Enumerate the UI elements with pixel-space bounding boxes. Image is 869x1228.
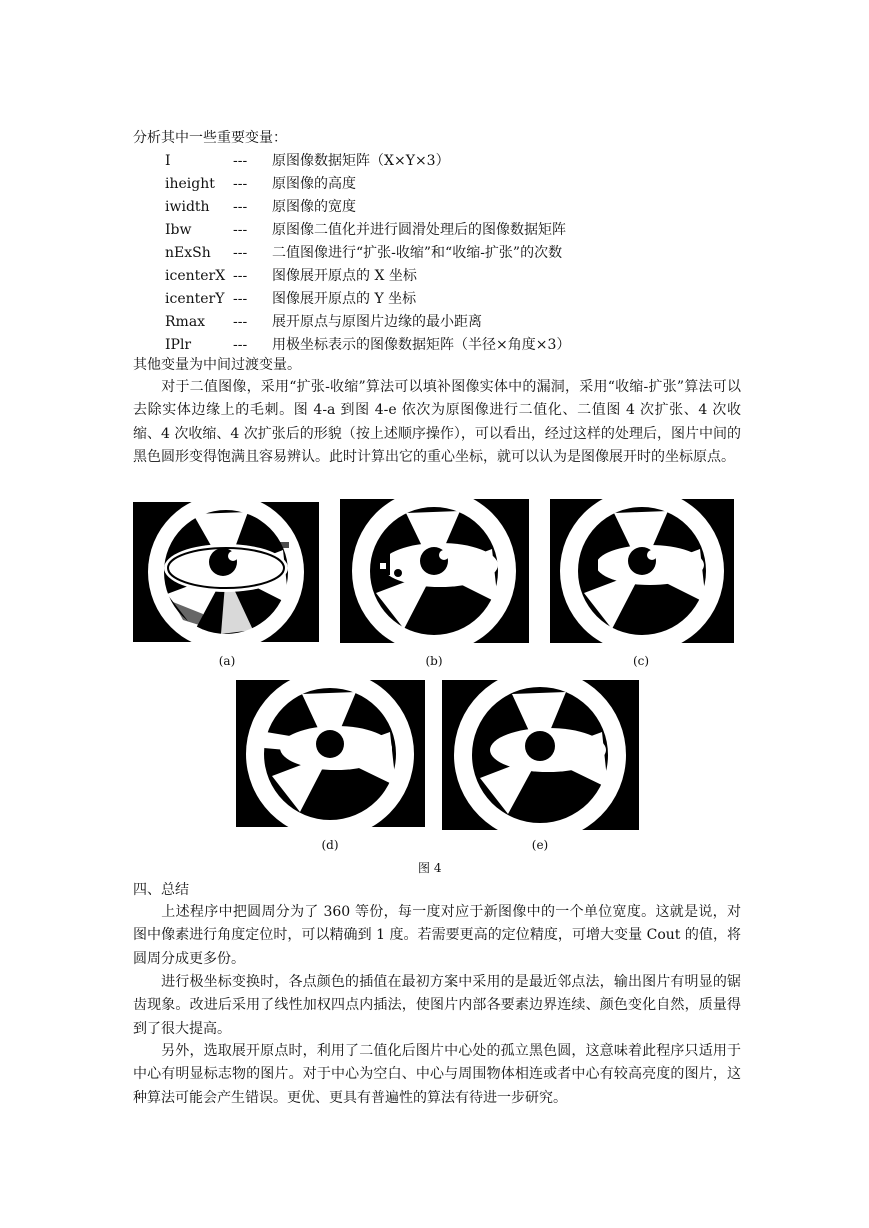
variable-desc: 用极坐标表示的图像数据矩阵（半径×角度×3） (272, 337, 571, 353)
variable-dash: --- (233, 176, 248, 192)
variable-dash: --- (233, 291, 248, 307)
variable-name: I (165, 153, 171, 169)
variable-desc: 原图像二值化并进行圆滑处理后的图像数据矩阵 (272, 222, 566, 238)
caption-d: (d) (321, 838, 339, 852)
variable-dash: --- (233, 245, 248, 261)
paragraph-morphology (133, 376, 741, 469)
figure-4a-image (133, 502, 319, 642)
variable-name: Ibw (165, 222, 192, 238)
variable-desc: 原图像的宽度 (272, 199, 356, 215)
variable-dash: --- (233, 314, 248, 330)
variable-dash: --- (233, 222, 248, 238)
variable-dash: --- (233, 337, 248, 353)
paragraph-summary-2-text: 进行极坐标变换时，各点颜色的插值在最初方案中采用的是最近邻点法，输出图片有明显的锯齿现象。改进后采用了线性加权四点内插法，使图片内部各要素边界连续、颜色变化自然，质量得到了很大提高。 (133, 974, 741, 1037)
variable-desc: 图像展开原点的 X 坐标 (272, 268, 417, 284)
paragraph-summary-3-text: 另外，选取展开原点时，利用了二值化后图片中心处的孤立黑色圆，这意味着此程序只适用于中心有明显标志物的图片。对于中心为空白、中心与周围物体相连或者中心有较高亮度的图片，这种算法可能会产生错误。更优、更具有普遍性的算法有待进一步研究。 (133, 1043, 741, 1106)
paragraph-summary-3 (133, 1040, 741, 1110)
figure-title: 图 4 (418, 861, 442, 875)
paragraph-summary-1 (133, 901, 741, 971)
variable-name: nExSh (165, 245, 211, 261)
intro-text: 分析其中一些重要变量： (133, 130, 287, 146)
variable-desc: 二值图像进行“扩张-收缩”和“收缩-扩张”的次数 (272, 245, 563, 261)
caption-e: (e) (531, 838, 549, 852)
variable-desc: 展开原点与原图片边缘的最小距离 (272, 314, 482, 330)
variable-desc: 图像展开原点的 Y 坐标 (272, 291, 417, 307)
variable-name: Rmax (165, 314, 206, 330)
paragraph-summary-1-text: 上述程序中把圆周分为了 360 等份，每一度对应于新图像中的一个单位宽度。这就是说，对图中像素进行角度定位时，可以精确到 1 度。若需要更高的定位精度，可增大变量 Cout 的值，将圆周分成更多份。 (133, 904, 741, 967)
variable-name: iwidth (165, 199, 210, 215)
figure-4e-image (442, 680, 639, 830)
figure-4d-image (236, 680, 425, 827)
section-title: 四、总结 (133, 882, 189, 898)
variable-name: iheight (165, 176, 215, 192)
variable-dash: --- (233, 199, 248, 215)
caption-c: (c) (632, 654, 650, 668)
variable-dash: --- (233, 153, 248, 169)
variable-desc: 原图像数据矩阵（X×Y×3） (272, 153, 450, 169)
other-vars-text: 其他变量为中间过渡变量。 (133, 357, 301, 373)
variable-name: icenterX (165, 268, 226, 284)
caption-b: (b) (425, 654, 443, 668)
figure-4c-image (550, 499, 734, 643)
paragraph-summary-2 (133, 971, 741, 1041)
variable-dash: --- (233, 268, 248, 284)
paragraph-morphology-text: 对于二值图像，采用“扩张-收缩”算法可以填补图像实体中的漏洞，采用“收缩-扩张”算法可以去除实体边缘上的毛刺。图 4-a 到图 4-e 依次为原图像进行二值化、二值图 4 次扩张、4 次收缩、4 次收缩、4 次扩张后的形貌（按上述顺序操作），可以看出，经过这样的处理后，图片中间的黑色圆形变得饱满且容易辨认。此时计算出它的重心坐标，就可以认为是图像展开时的坐标原点。 (133, 379, 741, 465)
variable-desc: 原图像的高度 (272, 176, 356, 192)
variable-name: icenterY (165, 291, 225, 307)
caption-a: (a) (218, 654, 236, 668)
figure-4b-image (340, 499, 529, 643)
variable-name: IPlr (165, 337, 192, 353)
